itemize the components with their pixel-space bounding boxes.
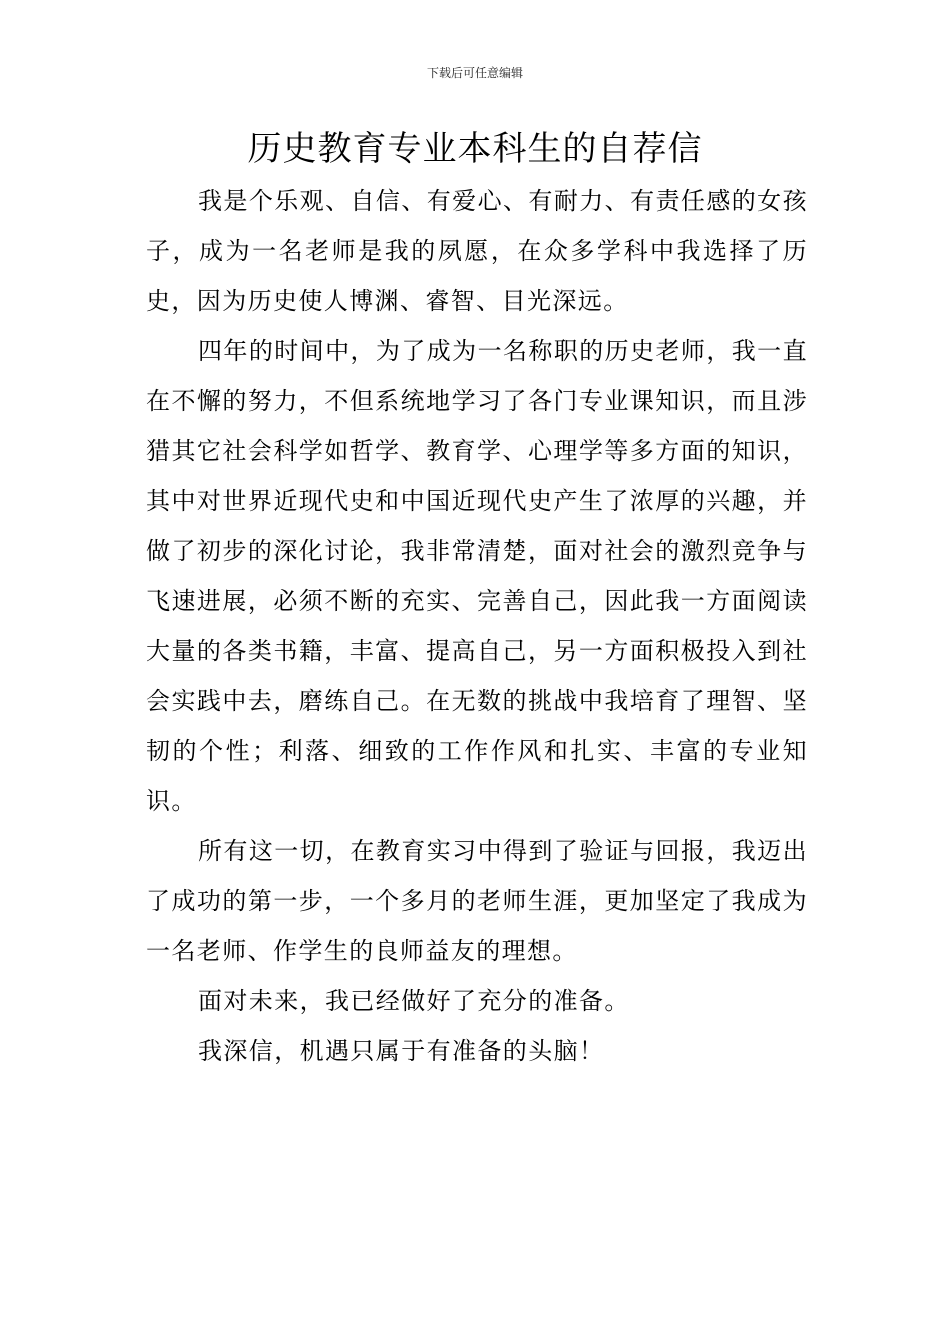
document-body: [146, 176, 808, 1076]
paragraph-future: 面对未来，我已经做好了充分的准备。: [198, 987, 630, 1015]
paragraph-closing: 我深信，机遇只属于有准备的头脑！: [198, 1037, 605, 1065]
paragraph-study: 四年的时间中，为了成为一名称职的历史老师，我一直在不懈的努力，不但系统地学习了各门专业课知识，而且涉猎其它社会科学如哲学、教育学、心理学等多方面的知识，其中对世界近现代史和中国近现代史产生了浓厚的兴趣，并做了初步的深化讨论，我非常清楚，面对社会的激烈竞争与飞速进展，必须不断的充实、完善自己，因此我一方面阅读大量的各类书籍，丰富、提高自己，另一方面积极投入到社会实践中去，磨练自己。在无数的挑战中我培育了理智、坚韧的个性；利落、细致的工作作风和扎实、丰富的专业知识。: [146, 337, 808, 815]
paragraph-intro: 我是个乐观、自信、有爱心、有耐力、有责任感的女孩子，成为一名老师是我的夙愿，在众多学科中我选择了历史，因为历史使人博渊、睿智、目光深远。: [146, 187, 808, 315]
header-note: 下载后可任意编辑: [426, 66, 523, 80]
paragraph-internship: 所有这一切，在教育实习中得到了验证与回报，我迈出了成功的第一步，一个多月的老师生涯，更加坚定了我成为一名老师、作学生的良师益友的理想。: [146, 837, 808, 965]
document-title: 历史教育专业本科生的自荐信: [247, 129, 703, 169]
